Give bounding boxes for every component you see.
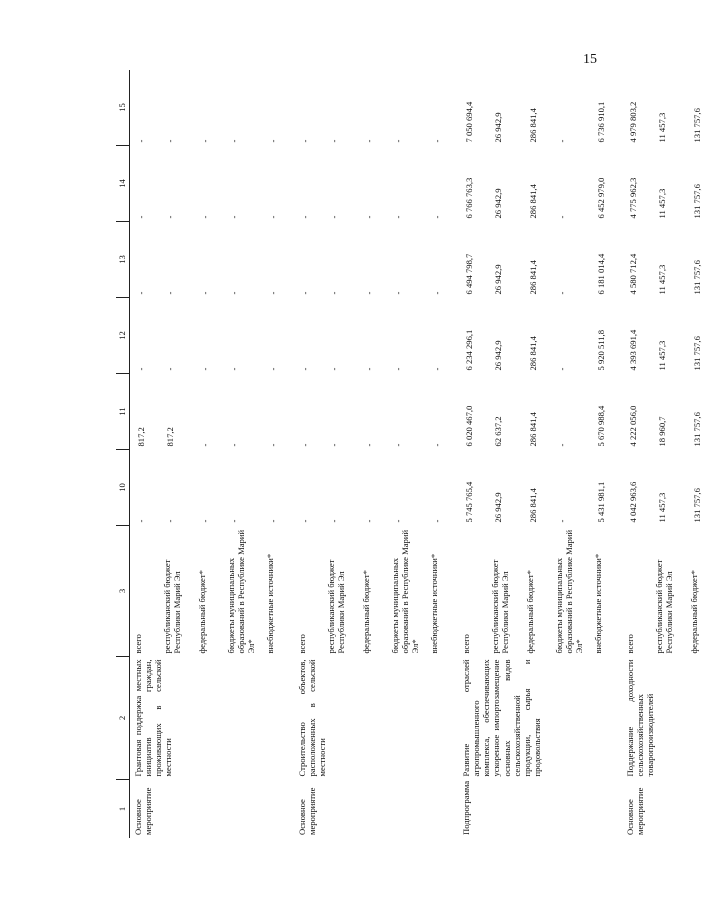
funding-source-label: внебюджетные источники* [265,553,275,654]
year-value-cell [294,222,458,298]
year-value-cell [130,70,295,146]
funding-source-label: всего [625,634,635,654]
amount-value: - [432,519,442,523]
amount-value: - [557,367,567,371]
table-row [458,70,622,838]
row-type: Подпрограмма [461,780,471,835]
amount-value: - [300,519,310,523]
table-body [130,70,718,838]
funding-source-label: федеральный бюджет* [525,570,535,654]
amount-value: - [393,367,403,371]
table-row [294,70,458,838]
amount-value: - [432,443,442,447]
amount-value: - [393,519,403,523]
amount-value: - [136,215,146,219]
year-value-cell [294,298,458,374]
amount-value: - [300,215,310,219]
year-value-cell [622,298,718,374]
row-title: Поддержание доходности сельскохозяйственных товаропроизводителей [625,659,656,777]
header-row [116,70,130,838]
funding-sources-cell [458,526,622,657]
amount-value: - [300,139,310,143]
amount-value: 6 736 910,1 [596,101,606,143]
amount-value: 131 757,6 [692,336,702,371]
header-col-12: 12 [116,298,130,374]
amount-value: - [229,215,239,219]
amount-value: - [329,291,339,295]
amount-value: - [268,215,278,219]
row-title: Строительство объектов, расположенных в сельской местности [297,659,328,777]
amount-value: 11 457,3 [657,112,667,143]
amount-value: - [329,443,339,447]
amount-value: 286 841,4 [528,336,538,371]
amount-value: - [300,291,310,295]
amount-value: - [136,519,146,523]
amount-value: - [165,139,175,143]
amount-value: - [300,367,310,371]
amount-value: 5 920 511,8 [596,329,606,371]
row-type: Основное мероприятие [625,787,646,835]
year-value-cell [622,146,718,222]
amount-value: - [557,519,567,523]
amount-value: - [364,215,374,219]
amount-value: - [329,519,339,523]
amount-value: - [200,215,210,219]
year-value-cell [458,450,622,526]
year-value-cell [622,222,718,298]
amount-value: - [268,367,278,371]
amount-value: - [268,519,278,523]
amount-value: 18 960,7 [657,416,667,447]
amount-value: 11 457,3 [657,340,667,371]
row-type: Основное мероприятие [133,787,154,835]
amount-value: 286 841,4 [528,412,538,447]
amount-value: 11 457,3 [657,264,667,295]
year-value-cell [458,70,622,146]
funding-source-label: бюджеты муниципальных образований в Республике Марий Эл* [554,529,585,654]
amount-value: - [329,215,339,219]
funding-sources-cell [130,526,295,657]
header-col-1: 1 [116,780,130,839]
amount-value: - [432,139,442,143]
funding-source-label: всего [461,634,471,654]
amount-value: - [136,139,146,143]
amount-value: 131 757,6 [692,260,702,295]
funding-source-label: республиканский бюджет Республики Марий Эл [654,559,675,654]
year-value-cell [130,146,295,222]
row-title: Грантовая поддержка местных инициатив граждан, проживающих в сельской местности [133,659,174,777]
amount-value: - [200,291,210,295]
funding-source-label: республиканский бюджет Республики Марий Эл [162,559,183,654]
amount-value: - [268,139,278,143]
amount-value: 6 494 798,7 [464,253,474,295]
amount-value: - [136,291,146,295]
amount-value: 131 757,6 [692,412,702,447]
amount-value: 6 452 979,0 [596,177,606,219]
funding-source-label: федеральный бюджет* [689,570,699,654]
amount-value: - [268,291,278,295]
amount-value: - [165,291,175,295]
amount-value: - [165,519,175,523]
year-value-cell [294,146,458,222]
amount-value: - [329,367,339,371]
table-row [130,70,295,838]
amount-value: - [200,519,210,523]
amount-value: - [557,291,567,295]
amount-value: 26 942,9 [493,340,503,371]
page-number: 15 [583,52,597,67]
amount-value: 286 841,4 [528,108,538,143]
amount-value: 286 841,4 [528,488,538,523]
year-value-cell [294,450,458,526]
amount-value: 817,2 [136,427,146,447]
year-value-cell [622,374,718,450]
amount-value: - [229,519,239,523]
amount-value: 26 942,9 [493,492,503,523]
year-value-cell [130,298,295,374]
amount-value: 6 020 467,0 [464,405,474,447]
amount-value: - [200,443,210,447]
year-value-cell [458,146,622,222]
funding-source-label: федеральный бюджет* [197,570,207,654]
header-col-10: 10 [116,450,130,526]
amount-value: - [200,139,210,143]
header-col-14: 14 [116,146,130,222]
amount-value: 6 766 763,3 [464,177,474,219]
amount-value: - [557,215,567,219]
budget-table [116,70,718,838]
amount-value: - [393,139,403,143]
amount-value: - [432,215,442,219]
amount-value: - [364,291,374,295]
amount-value: 131 757,6 [692,488,702,523]
amount-value: 286 841,4 [528,184,538,219]
funding-source-label: всего [297,634,307,654]
row-title: Развитие отраслей агропромышленного комплекса, обеспечивающих ускоренное импортозамещение основных видов сельскохозяйственной продукции, сырья и продовольствия [461,659,542,777]
amount-value: - [268,443,278,447]
amount-value: - [229,443,239,447]
amount-value: 4 580 712,4 [628,253,638,295]
year-value-cell [130,374,295,450]
amount-value: - [165,367,175,371]
year-value-cell [458,298,622,374]
header-col-15: 15 [116,70,130,146]
amount-value: - [165,215,175,219]
year-value-cell [130,450,295,526]
amount-value: - [136,367,146,371]
funding-source-label: бюджеты муниципальных образований в Республике Марий Эл* [390,529,421,654]
rotated-table-container [116,78,702,838]
amount-value: 4 222 056,0 [628,405,638,447]
amount-value: - [364,367,374,371]
header-col-2: 2 [116,657,130,780]
amount-value: 5 745 765,4 [464,481,474,523]
amount-value: - [200,367,210,371]
amount-value: - [393,443,403,447]
amount-value: 11 457,3 [657,188,667,219]
amount-value: - [229,139,239,143]
amount-value: - [557,139,567,143]
amount-value: 131 757,6 [692,108,702,143]
amount-value: - [364,519,374,523]
funding-source-label: республиканский бюджет Республики Марий Эл [326,559,347,654]
amount-value: 5 431 981,1 [596,481,606,523]
header-col-3: 3 [116,526,130,657]
amount-value: - [393,291,403,295]
funding-sources-cell [622,526,718,657]
amount-value: 6 181 014,4 [596,253,606,295]
amount-value: - [329,139,339,143]
row-type: Основное мероприятие [297,787,318,835]
funding-source-label: внебюджетные источники* [593,553,603,654]
amount-value: 4 979 803,2 [628,101,638,143]
header-col-11: 11 [116,374,130,450]
amount-value: 817,2 [165,427,175,447]
amount-value: - [364,443,374,447]
year-value-cell [130,222,295,298]
year-value-cell [458,222,622,298]
funding-source-label: всего [133,634,143,654]
amount-value: 286 841,4 [528,260,538,295]
amount-value: - [432,367,442,371]
amount-value: 4 042 963,6 [628,481,638,523]
amount-value: 11 457,3 [657,492,667,523]
amount-value: 26 942,9 [493,264,503,295]
amount-value: - [393,215,403,219]
amount-value: 4 393 691,4 [628,329,638,371]
funding-sources-cell [294,526,458,657]
amount-value: - [229,291,239,295]
amount-value: 6 234 296,1 [464,329,474,371]
amount-value: 5 670 988,4 [596,405,606,447]
amount-value: 26 942,9 [493,112,503,143]
year-value-cell [294,70,458,146]
header-col-13: 13 [116,222,130,298]
amount-value: 62 637,2 [493,416,503,447]
year-value-cell [622,450,718,526]
amount-value: 131 757,6 [692,184,702,219]
amount-value: - [300,443,310,447]
funding-source-label: федеральный бюджет* [361,570,371,654]
amount-value: - [364,139,374,143]
amount-value: - [432,291,442,295]
amount-value: 26 942,9 [493,188,503,219]
amount-value: 4 775 962,3 [628,177,638,219]
amount-value: - [557,443,567,447]
amount-value: - [229,367,239,371]
funding-source-label: внебюджетные источники* [429,553,439,654]
amount-value: 7 050 694,4 [464,101,474,143]
table-row [622,70,718,838]
funding-source-label: бюджеты муниципальных образований в Республике Марий Эл* [226,529,257,654]
year-value-cell [294,374,458,450]
year-value-cell [622,70,718,146]
funding-source-label: республиканский бюджет Республики Марий Эл [490,559,511,654]
year-value-cell [458,374,622,450]
